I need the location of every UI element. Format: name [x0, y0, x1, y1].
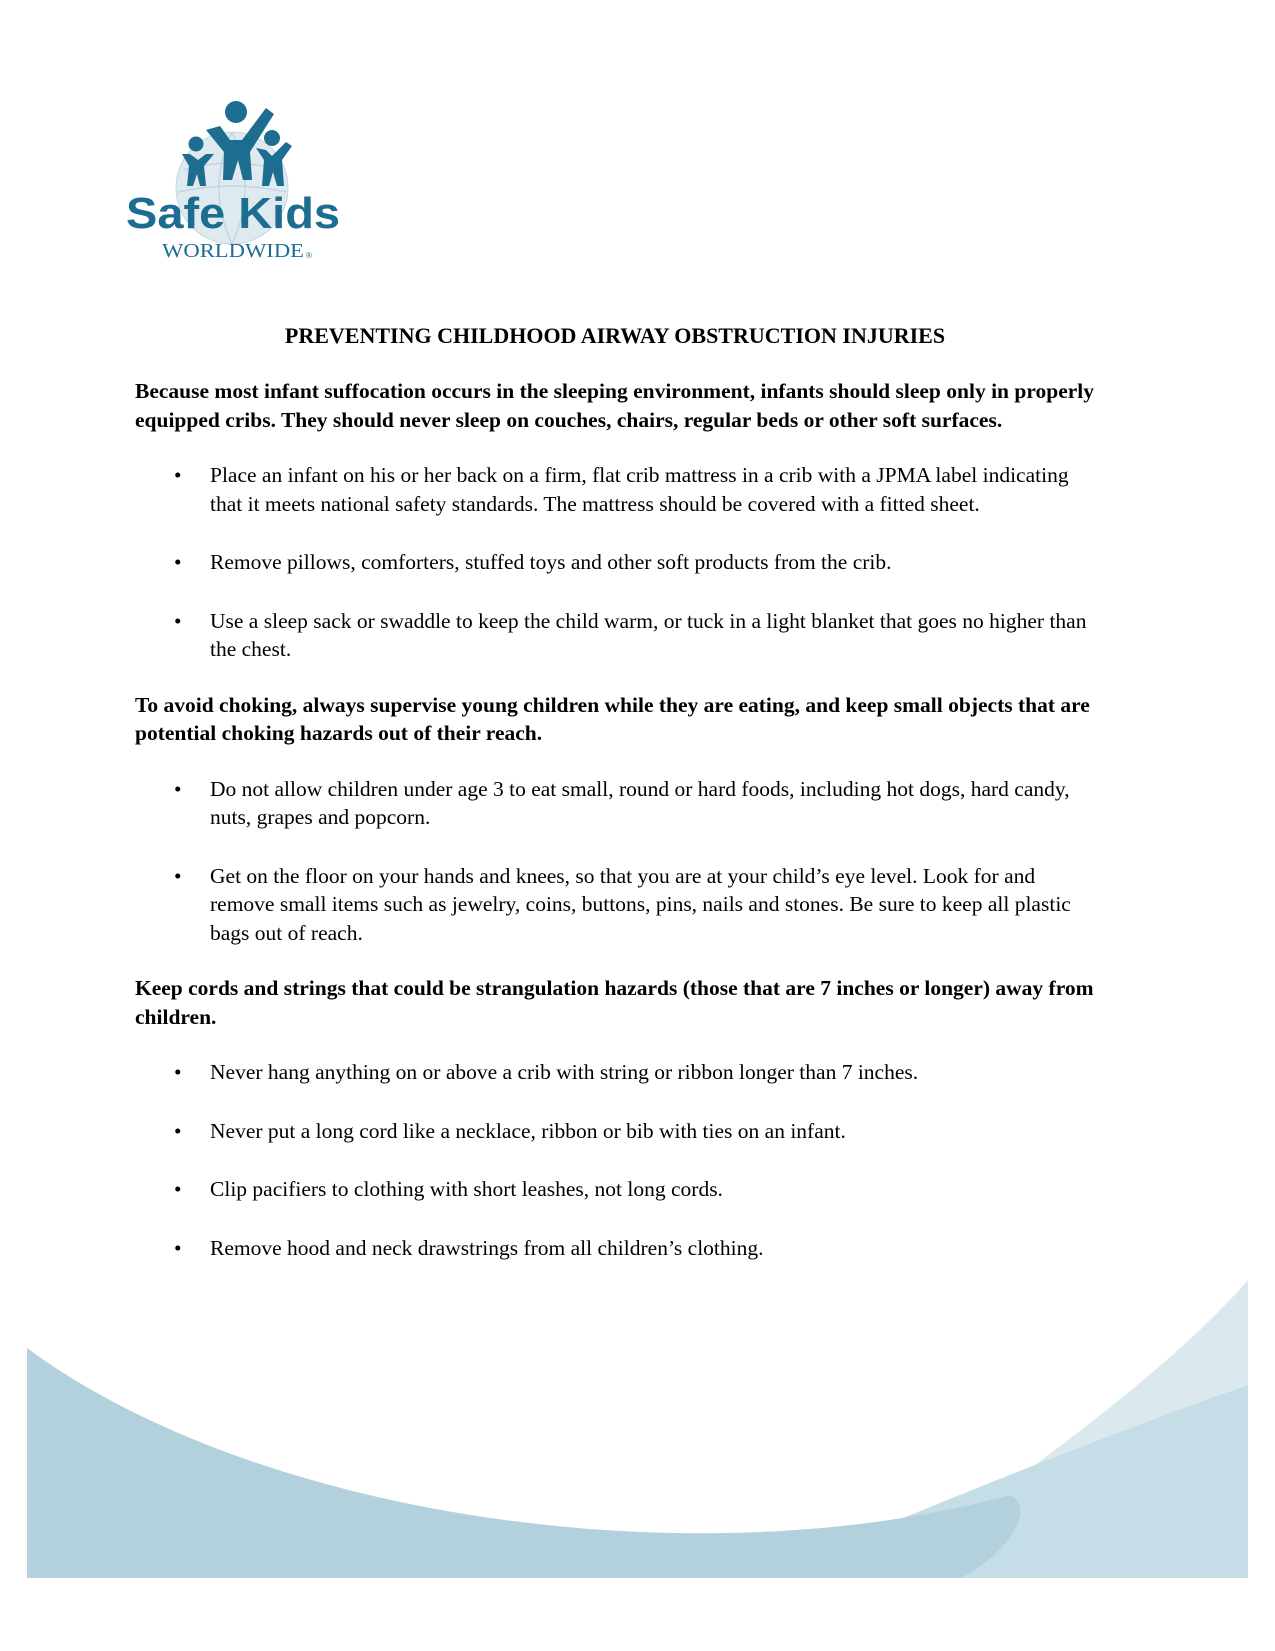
- list-item-text: Do not allow children under age 3 to eat small, round or hard foods, including hot dogs, hard candy, nuts, grapes and popcorn.: [210, 776, 1070, 829]
- safe-kids-logo: [126, 100, 358, 280]
- bullet-icon: •: [174, 863, 182, 888]
- section-strangulation: [135, 974, 1095, 1262]
- wave-light-shape: [880, 1280, 1248, 1578]
- bullet-list: [135, 1058, 1095, 1262]
- list-item: [135, 1058, 1095, 1087]
- wave-mid-shape: [760, 1385, 1248, 1578]
- section-intro: Because most infant suffocation occurs in the sleeping environment, infants should sleep only in properly equipped cribs. They should never sleep on couches, chairs, regular beds or other soft surfaces.: [135, 379, 1095, 432]
- list-item: [135, 1117, 1095, 1146]
- list-item: [135, 607, 1095, 664]
- document-title: PREVENTING CHILDHOOD AIRWAY OBSTRUCTION INJURIES: [284, 323, 946, 348]
- list-item: [135, 1234, 1095, 1263]
- list-item-text: Use a sleep sack or swaddle to keep the child warm, or tuck in a light blanket that goes no higher than the chest.: [210, 608, 1087, 661]
- list-item: [135, 1175, 1095, 1204]
- wave-dark-shape: [27, 1348, 1020, 1578]
- logo-subbrand-text: WORLDWIDE: [162, 240, 304, 262]
- list-item: [135, 548, 1095, 577]
- bullet-list: [135, 775, 1095, 948]
- list-item: [135, 775, 1095, 832]
- document-body: [135, 322, 1095, 1289]
- bullet-icon: •: [174, 1118, 182, 1143]
- logo-registered-mark: ®: [306, 251, 312, 260]
- bullet-icon: •: [174, 463, 182, 487]
- list-item-text: Place an infant on his or her back on a firm, flat crib mattress in a crib with a JPMA label indicating that it meets national safety standards. The mattress should be covered with a fitted sheet.: [210, 463, 1069, 516]
- bullet-icon: •: [174, 1177, 182, 1201]
- list-item: [135, 461, 1095, 518]
- list-item-text: Remove pillows, comforters, stuffed toys and other soft products from the crib.: [210, 550, 892, 574]
- list-item: [135, 862, 1095, 948]
- logo-brand-text: Safe Kids: [126, 189, 340, 238]
- section-intro: To avoid choking, always supervise young children while they are eating, and keep small objects that are potential choking hazards out of their reach.: [135, 692, 1090, 745]
- bullet-icon: •: [174, 1235, 182, 1260]
- list-item-text: Get on the floor on your hands and knees, so that you are at your child’s eye level. Look for and remove small items such as jewelry, coins, buttons, pins, nails and stones. Be sure to keep all plastic bags out of reach.: [210, 863, 1071, 945]
- bullet-icon: •: [174, 776, 182, 801]
- list-item-text: Never hang anything on or above a crib with string or ribbon longer than 7 inches.: [210, 1060, 919, 1084]
- section-choking: [135, 691, 1095, 948]
- section-sleep-safety: [135, 377, 1095, 664]
- bullet-icon: •: [174, 608, 182, 633]
- bullet-icon: •: [174, 550, 182, 574]
- bullet-list: [135, 461, 1095, 664]
- list-item-text: Clip pacifiers to clothing with short leashes, not long cords.: [210, 1177, 723, 1201]
- bullet-icon: •: [174, 1060, 182, 1084]
- list-item-text: Never put a long cord like a necklace, ribbon or bib with ties on an infant.: [210, 1118, 846, 1143]
- safe-kids-logo-graphic: [126, 100, 358, 280]
- list-item-text: Remove hood and neck drawstrings from all children’s clothing.: [210, 1235, 764, 1260]
- section-intro: Keep cords and strings that could be strangulation hazards (those that are 7 inches or longer) away from children.: [135, 976, 1094, 1029]
